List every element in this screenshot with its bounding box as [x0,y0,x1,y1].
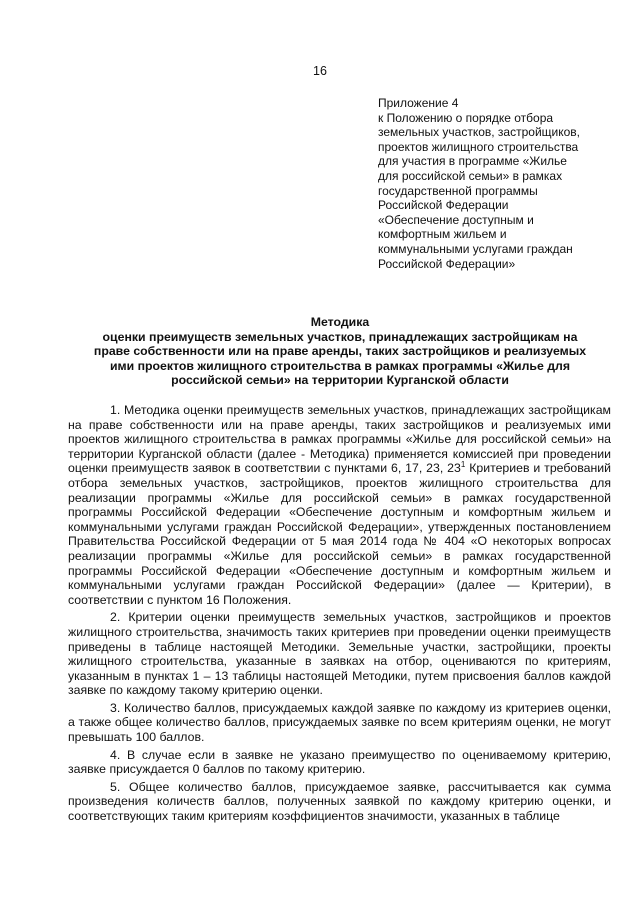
appendix-line: комфортным жильем и [378,227,507,242]
appendix-line: «Обеспечение доступным и [378,212,534,227]
title-line: праве собственности или на праве аренды, таких застройщиков и реализуемых [93,344,587,359]
title-line: ими проектов жилищного строительства в рамках программы «Жилье для [109,358,571,373]
page-number: 16 [313,64,327,78]
appendix-line: к Положению о порядке отбора [378,110,554,125]
appendix-line: коммунальными услугами граждан [378,241,573,256]
appendix-line: для российской семьи» в рамках [378,168,563,183]
footnote-superscript: 1 [460,460,466,470]
paragraph-4: 4. В случае если в заявке не указано преимущество по оцениваемому критерию, заявке присуждается 0 баллов по такому критерию. [68,747,611,777]
paragraph-3: 3. Количество баллов, присуждаемых каждой заявке по каждому из критериев оценки, а также общее количество баллов, присуждаемых заявке по всем критериям оценки, не могут превышать 100 баллов. [68,700,611,745]
appendix-line: Российской Федерации» [378,256,516,271]
appendix-line: Российской Федерации [378,198,509,213]
appendix-line: для участия в программе «Жилье [378,154,567,169]
document-body [68,403,611,827]
title-line: российской семьи» на территории Курганской области [171,373,509,388]
appendix-line: Приложение 4 [378,96,459,110]
appendix-line: земельных участков, застройщиков, [378,125,580,140]
appendix-line: проектов жилищного строительства [378,139,579,154]
appendix-line: государственной программы [378,183,538,198]
paragraph-5: 5. Общее количество баллов, присуждаемое заявке, рассчитывается как сумма произведения количеств баллов, полученных заявкой по каждому критерию оценки, и соответствующих таким критериям коэффициентов значимости, указанных в таблице [68,779,611,824]
appendix-header [378,96,628,271]
paragraph-1-text-b: Критериев и требований отбора земельных участков, застройщиков, проектов жилищного строительства для реализации программы «Жилье для российской семьи» в рамках государственной программы Российской Федерации «Обеспечение доступным и комфортным жильем и коммунальными услугами граждан Российской Федерации», утвержденных постановлением Правительства Российской Федерации от 5 мая 2014 года № 404 «О некоторых вопросах реализации программы «Жилье для российской семьи» в рамках государственной программы Российской Федерации «Обеспечение доступным и комфортным жильем и коммунальными услугами граждан Российской Федерации» (далее — Критерии), в соответствии с пунктом 16 Положения. [68,461,612,607]
paragraph-2: 2. Критерии оценки преимуществ земельных участков, застройщиков и проектов жилищного строительства, значимость таких критериев при проведении оценки преимуществ приведены в таблице настоящей Методики. Земельные участки, застройщики, проекты жилищного строительства, указанные в заявках на отбор, оцениваются по критериям, указанным в пунктах 1 – 13 таблицы настоящей Методики, путем присвоения баллов каждой заявке по каждому такому критерию оценки. [68,610,611,698]
title-heading: Методика [310,315,370,329]
title-line: оценки преимуществ земельных участков, принадлежащих застройщикам на [102,329,578,344]
paragraph-1-text-a: 1. Методика оценки преимуществ земельных участков, принадлежащих застройщикам на праве собственности или на праве аренды, таких застройщиков и реализуемых ими проектов жилищного строительства в рамках программы «Жилье для российской семьи» на территории Курганской области (далее - Методика) применяется комиссией при проведении оценки преимуществ заявок в соответствии с пунктами 6, 17, 23, 23 [68,403,611,476]
paragraph-1 [68,403,611,607]
document-title [60,315,620,388]
